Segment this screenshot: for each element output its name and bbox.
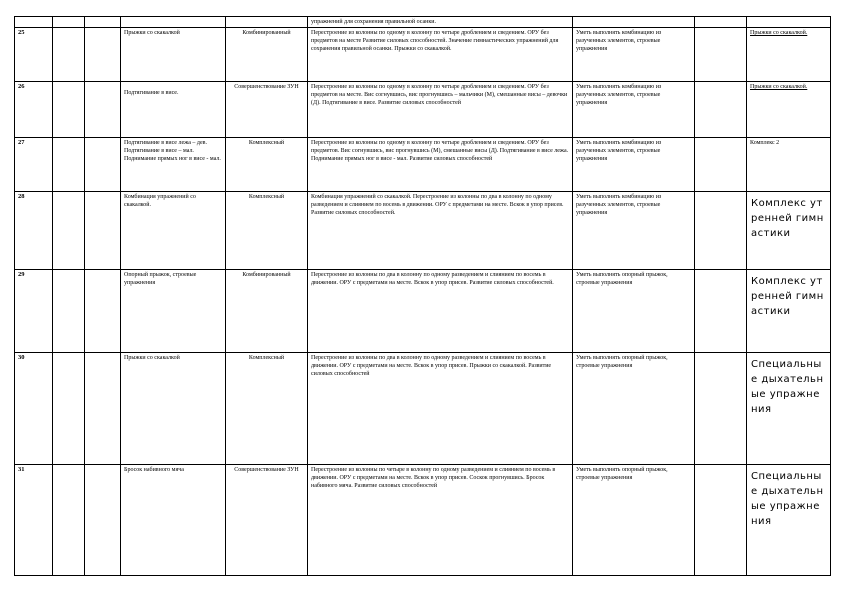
cell-result: [573, 17, 695, 28]
cell-num: [15, 17, 53, 28]
cell-homework: Комплекс утренней гимнастики: [747, 192, 831, 270]
cell-result: Уметь выполнять комбинацию из разученных элементов, строевые упражнения: [573, 82, 695, 138]
cell-homework: Комплекс 2: [747, 138, 831, 192]
cell-date-plan: [53, 138, 85, 192]
table-row: [15, 192, 831, 270]
cell-content: Комбинация упражнений со скакалкой. Перестроение из колонны по два в колонну по одному разведением и слиянием по восемь в движении. ОРУ с предметами на месте. Вскок в упор присев. Развитие силовых способностей.: [308, 192, 573, 270]
cell-lesson-type: Комбинированный: [226, 28, 308, 82]
cell-date-fact: [85, 82, 121, 138]
cell-date-plan: [53, 28, 85, 82]
cell-result: Уметь выполнять опорный прыжок, строевые упражнения: [573, 270, 695, 353]
cell-date-plan: [53, 270, 85, 353]
table-row: [15, 82, 831, 138]
table-row: [15, 353, 831, 465]
cell-homework: Комплекс утренней гимнастики: [747, 270, 831, 353]
cell-lesson-type: [226, 17, 308, 28]
cell-topic: Прыжки со скакалкой: [121, 353, 226, 465]
cell-result: Уметь выполнять комбинацию из разученных элементов, строевые упражнения: [573, 28, 695, 82]
cell-date-fact: [85, 28, 121, 82]
cell-date-plan: [53, 353, 85, 465]
cell-control: [695, 192, 747, 270]
cell-num: 27: [15, 138, 53, 192]
cell-content: Перестроение из колонны по одному в колонну по четыре дроблением и сведением. ОРУ без предметов на месте Развитие силовых способностей. Значение гимнастических упражнений для сохранения правильной осанки. Прыжки со скакалкой.: [308, 28, 573, 82]
cell-date-fact: [85, 17, 121, 28]
cell-topic: Подтягивание в висе лежа – дев. Подтягивание в висе – мал. Поднимание прямых ног в висе - мал.: [121, 138, 226, 192]
cell-result: Уметь выполнять опорный прыжок, строевые упражнения: [573, 353, 695, 465]
cell-num: 25: [15, 28, 53, 82]
cell-homework: Прыжки со скакалкой.: [747, 28, 831, 82]
cell-date-fact: [85, 465, 121, 576]
table-row: [15, 270, 831, 353]
cell-control: [695, 28, 747, 82]
cell-date-fact: [85, 353, 121, 465]
cell-lesson-type: Совершенствование ЗУН: [226, 465, 308, 576]
cell-topic: [121, 82, 226, 138]
cell-num: 29: [15, 270, 53, 353]
cell-control: [695, 353, 747, 465]
cell-date-plan: [53, 465, 85, 576]
cell-topic: Бросок набивного мяча: [121, 465, 226, 576]
cell-date-plan: [53, 82, 85, 138]
cell-content: Перестроение из колонны по четыре в колонну по одному разведением и слиянием по восемь в движении. ОРУ с предметами на месте. Вскок в упор присев. Соскок прогнувшись. Бросок набивного мяча. Развитие силовых способностей: [308, 465, 573, 576]
cell-lesson-type: Комплексный: [226, 138, 308, 192]
cell-lesson-type: Совершенствование ЗУН: [226, 82, 308, 138]
cell-content: упражнений для сохранения правильной осанки.: [308, 17, 573, 28]
lesson-plan-table: [14, 16, 831, 576]
cell-content: Перестроение из колонны по два в колонну по одному разведением и слиянием по восемь в движении. ОРУ с предметами на месте. Вскок в упор присев. Развитие силовых способностей.: [308, 270, 573, 353]
table-row: [15, 138, 831, 192]
cell-num: 31: [15, 465, 53, 576]
cell-num: 28: [15, 192, 53, 270]
table-row: [15, 17, 831, 28]
topic-text: Подтягивание в висе.: [124, 90, 179, 96]
cell-topic: Комбинация упражнений со скакалкой.: [121, 192, 226, 270]
cell-result: Уметь выполнять опорный прыжок, строевые упражнения: [573, 465, 695, 576]
cell-control: [695, 82, 747, 138]
cell-content: Перестроение из колонны по одному в колонну по четыре дроблением и сведением. ОРУ без предметов. Вис согнувшись, вис прогнувшись (М), смешанные висы (Д). Подтягивание в висе лежа. Поднимание прямых ног в висе - мал. Развитие силовых способностей: [308, 138, 573, 192]
table-row: [15, 465, 831, 576]
cell-homework: [747, 17, 831, 28]
cell-content: Перестроение из колонны по одному в колонну по четыре дроблением и сведением. ОРУ без предметов на месте. Вис согнувшись, вис прогнувшись – мальчики (М), смешанные висы – девочки (Д). Подтягивание в висе. Развитие силовых способностей: [308, 82, 573, 138]
cell-content: Перестроение из колонны по два в колонну по одному разведением и слиянием по восемь в движении. ОРУ с предметами на месте. Вскок в упор присев. Прыжки со скакалкой. Развитие силовых способностей: [308, 353, 573, 465]
cell-homework: Прыжки со скакалкой.: [747, 82, 831, 138]
cell-control: [695, 465, 747, 576]
cell-date-fact: [85, 192, 121, 270]
cell-control: [695, 138, 747, 192]
cell-lesson-type: Комбинированный: [226, 270, 308, 353]
cell-result: Уметь выполнять комбинацию из разученных элементов, строевые упражнения: [573, 192, 695, 270]
cell-topic: Прыжки со скакалкой: [121, 28, 226, 82]
cell-topic: [121, 17, 226, 28]
cell-control: [695, 17, 747, 28]
cell-date-fact: [85, 138, 121, 192]
table-row: [15, 28, 831, 82]
cell-date-plan: [53, 17, 85, 28]
cell-result: Уметь выполнять комбинацию из разученных элементов, строевые упражнения: [573, 138, 695, 192]
cell-num: 30: [15, 353, 53, 465]
cell-control: [695, 270, 747, 353]
cell-date-plan: [53, 192, 85, 270]
cell-topic: Опорный прыжок, строевые упражнения: [121, 270, 226, 353]
cell-homework: Специальные дыхательные упражнения: [747, 465, 831, 576]
cell-date-fact: [85, 270, 121, 353]
cell-homework: Специальные дыхательные упражнения: [747, 353, 831, 465]
cell-lesson-type: Комплексный: [226, 353, 308, 465]
cell-lesson-type: Комплексный: [226, 192, 308, 270]
cell-num: 26: [15, 82, 53, 138]
